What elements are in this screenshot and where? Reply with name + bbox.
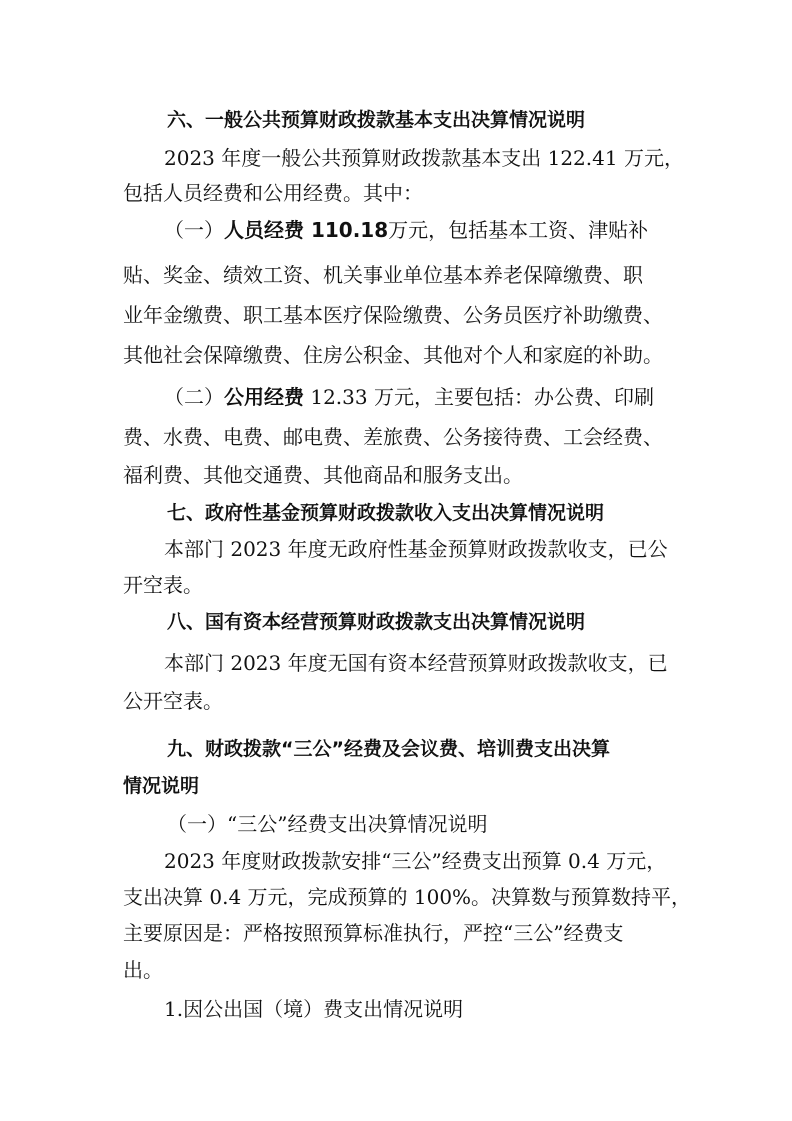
s8-para-line2: 公开空表。 (123, 689, 223, 713)
s6-para3-prefix: （二） (164, 385, 224, 409)
s6-para1-line2: 包括人员经费和公用经费。其中： (123, 181, 423, 205)
s9-item-1: 1.因公出国（境）费支出情况说明 (164, 997, 464, 1021)
s9-subheading-1: （一）“三公”经费支出决算情况说明 (167, 812, 488, 836)
s6-para3-line1 (164, 384, 654, 410)
s6-para2-bold: 人员经费 110.18 (224, 218, 389, 242)
s6-para2-rest: 万元，包括基本工资、津贴补 (388, 218, 649, 242)
s6-para3-line3: 福利费、其他交通费、其他商品和服务支出。 (123, 463, 523, 487)
s7-para-line2: 开空表。 (123, 573, 203, 597)
s8-para-line1: 本部门 2023 年度无国有资本经营预算财政拨款收支，已 (164, 651, 668, 675)
s6-para3-bold: 公用经费 (224, 385, 304, 409)
section-9-heading-line1: 九、财政拨款“三公”经费及会议费、培训费支出决算 (167, 738, 610, 760)
s6-para2-line2: 贴、奖金、绩效工资、机关事业单位基本养老保障缴费、职 (123, 263, 643, 287)
s9-para-line3: 主要原因是：严格按照预算标准执行，严控“三公”经费支 (123, 921, 624, 945)
section-6-heading: 六、一般公共预算财政拨款基本支出决算情况说明 (167, 109, 586, 131)
s6-para3-rest: 12.33 万元，主要包括：办公费、印刷 (304, 385, 654, 409)
s6-para2-prefix: （一） (164, 218, 224, 242)
section-9-heading-line2: 情况说明 (123, 775, 200, 797)
s6-para3-line2: 费、水费、电费、邮电费、差旅费、公务接待费、工会经费、 (123, 425, 663, 449)
s6-para2-line4: 其他社会保障缴费、住房公积金、其他对个人和家庭的补助。 (123, 343, 663, 367)
section-7-heading: 七、政府性基金预算财政拨款收入支出决算情况说明 (167, 502, 605, 524)
s7-para-line1: 本部门 2023 年度无政府性基金预算财政拨款收支，已公 (164, 537, 668, 561)
s6-para1-line1: 2023 年度一般公共预算财政拨款基本支出 122.41 万元， (164, 146, 684, 170)
s9-para-line2: 支出决算 0.4 万元，完成预算的 100%。决算数与预算数持平， (123, 885, 692, 909)
s6-para2-line1 (164, 217, 648, 243)
section-8-heading: 八、国有资本经营预算财政拨款支出决算情况说明 (167, 611, 586, 633)
s9-para-line4: 出。 (123, 958, 163, 982)
s6-para2-line3: 业年金缴费、职工基本医疗保险缴费、公务员医疗补助缴费、 (123, 303, 663, 327)
s9-para-line1: 2023 年度财政拨款安排“三公”经费支出预算 0.4 万元， (164, 849, 667, 873)
